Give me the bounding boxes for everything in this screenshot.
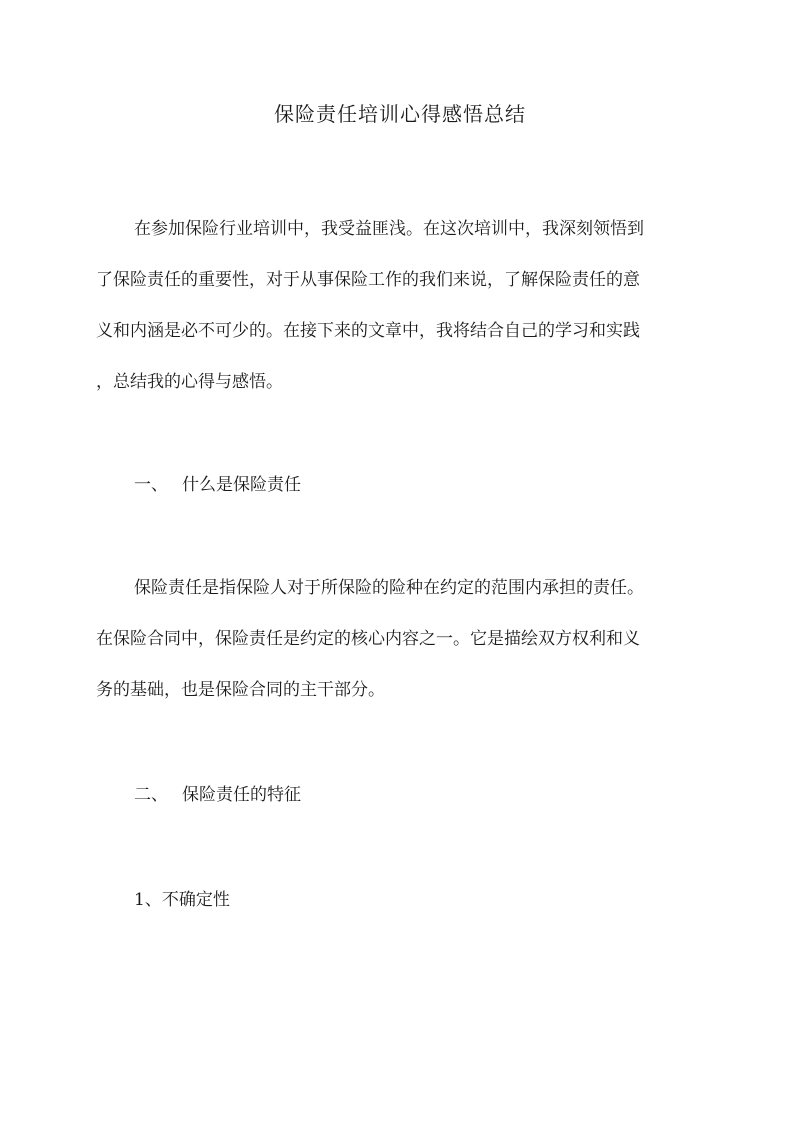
- intro-line-3: 义和内涵是必不可少的。在接下来的文章中，我将结合自己的学习和实践: [96, 321, 640, 341]
- section1-paragraph: [96, 571, 708, 707]
- section-title-2: 保险责任的特征: [182, 785, 301, 805]
- intro-line-4: ，总结我的心得与感悟。: [96, 372, 283, 392]
- section1-line-3: 务的基础，也是保险合同的主干部分。: [96, 680, 385, 700]
- section-number-2: 二、: [134, 785, 168, 805]
- intro-paragraph: [96, 212, 708, 399]
- document-title: 保险责任培训心得感悟总结: [274, 102, 526, 126]
- section1-line-2: 在保险合同中，保险责任是约定的核心内容之一。它是描绘双方权利和义: [96, 629, 640, 649]
- section-title-1: 什么是保险责任: [182, 475, 301, 495]
- section-heading-1: [134, 468, 301, 502]
- section-heading-2: [134, 778, 301, 812]
- intro-line-2: 了保险责任的重要性，对于从事保险工作的我们来说，了解保险责任的意: [96, 270, 640, 290]
- section-number-1: 一、: [134, 475, 168, 495]
- subsection-heading-1: 1、不确定性: [134, 890, 230, 910]
- intro-line-1: 在参加保险行业培训中，我受益匪浅。在这次培训中，我深刻领悟到: [134, 219, 644, 239]
- section1-line-1: 保险责任是指保险人对于所保险的险种在约定的范围内承担的责任。: [134, 578, 644, 598]
